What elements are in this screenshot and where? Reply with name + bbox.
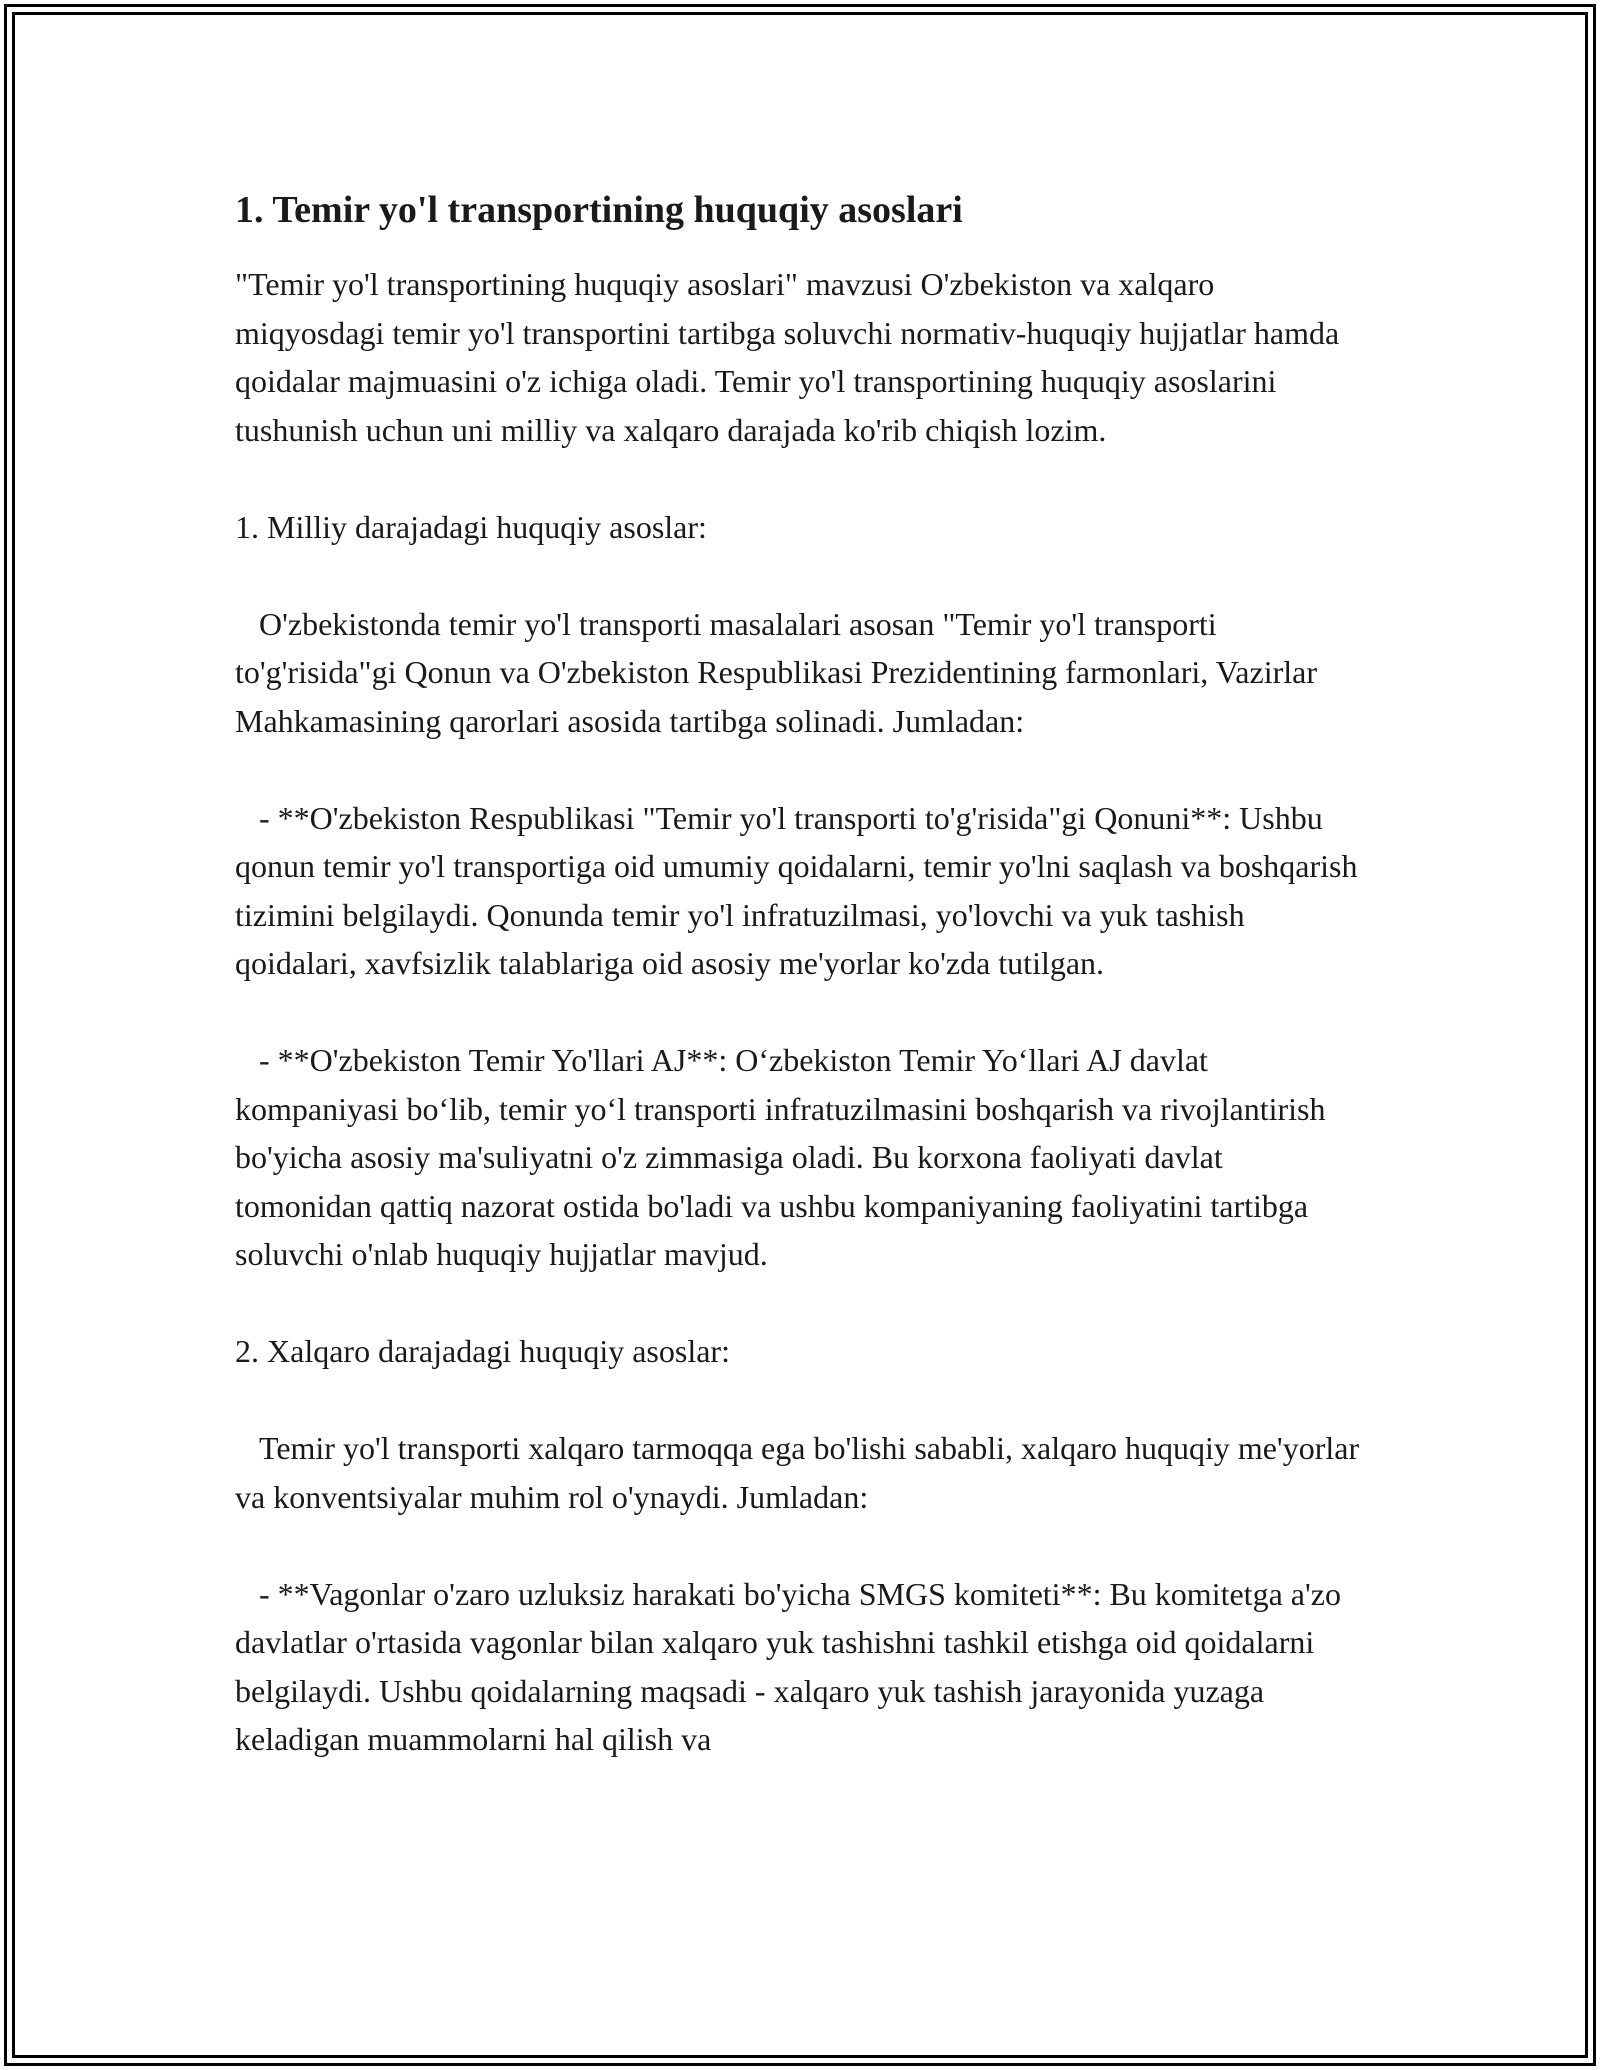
paragraph-gap — [235, 988, 1365, 1037]
subheading-national: 1. Milliy darajadagi huquqiy asoslar: — [235, 508, 707, 545]
company-item-paragraph: - **O'zbekiston Temir Yo'llari AJ**: O‘zbekiston Temir Yo‘llari AJ davlat kompaniyasi bo‘lib, temir yo‘l transporti infratuzilmasini boshqarish va rivojlantirish bo'yicha asosiy ma'suliyatni o'z zimmasiga oladi. Bu korxona faoliyati davlat tomonidan qattiq nazorat ostida bo'ladi va ushbu kompaniyaning faoliyatini tartibga soluvchi o'nlab huquqiy hujjatlar mavjud. — [235, 1042, 1334, 1272]
intro-paragraph: "Temir yo'l transportining huquqiy asoslari" mavzusi O'zbekiston va xalqaro miqyosdagi temir yo'l transportini tartibga soluvchi normativ-huquqiy hujjatlar hamda qoidalar majmuasini o'z ichiga oladi. Temir yo'l transportining huquqiy asoslarini tushunish uchun uni milliy va xalqaro darajada ko'rib chiqish lozim. — [235, 266, 1348, 448]
subheading-international: 2. Xalqaro darajadagi huquqiy asoslar: — [235, 1333, 730, 1369]
law-item-paragraph: - **O'zbekiston Respublikasi "Temir yo'l transporti to'g'risida"gi Qonuni**: Ushbu qonun temir yo'l transportiga oid umumiy qoidalarni, temir yo'lni saqlash va boshqarish tizimini belgilaydi. Qonunda temir yo'l infratuzilmasi, yo'lovchi va yuk tashish qoidalari, xavfsizlik talablariga oid asosiy me'yorlar ko'zda tutilgan. — [235, 799, 1366, 981]
document-body — [235, 186, 1368, 1764]
paragraph-gap — [235, 454, 1365, 503]
paragraph-gap — [235, 1376, 1365, 1425]
section-heading: 1. Temir yo'l transportining huquqiy asoslari — [235, 189, 963, 231]
paragraph-gap — [235, 1279, 1365, 1328]
smgs-item-paragraph: - **Vagonlar o'zaro uzluksiz harakati bo'yicha SMGS komiteti**: Bu komitetga a'zo davlatlar o'rtasida vagonlar bilan xalqaro yuk tashishni tashkil etishga oid qoidalarni belgilaydi. Ushbu qoidalarning maqsadi - xalqaro yuk tashish jarayonida yuzaga keladigan muammolarni hal qilish va — [235, 1575, 1349, 1757]
paragraph-gap — [235, 745, 1365, 794]
national-overview-paragraph: O'zbekistonda temir yo'l transporti masalalari asosan "Temir yo'l transporti to'g'risida"gi Qonun va O'zbekiston Respublikasi Prezidentining farmonlari, Vazirlar Mahkamasining qarorlari asosida tartibga solinadi. Jumladan: — [235, 605, 1325, 739]
paragraph-gap — [235, 1521, 1365, 1570]
international-overview-paragraph: Temir yo'l transporti xalqaro tarmoqqa ega bo'lishi sababli, xalqaro huquqiy me'yorlar va konventsiyalar muhim rol o'ynaydi. Jumladan: — [235, 1430, 1368, 1515]
paragraph-gap — [235, 551, 1365, 600]
